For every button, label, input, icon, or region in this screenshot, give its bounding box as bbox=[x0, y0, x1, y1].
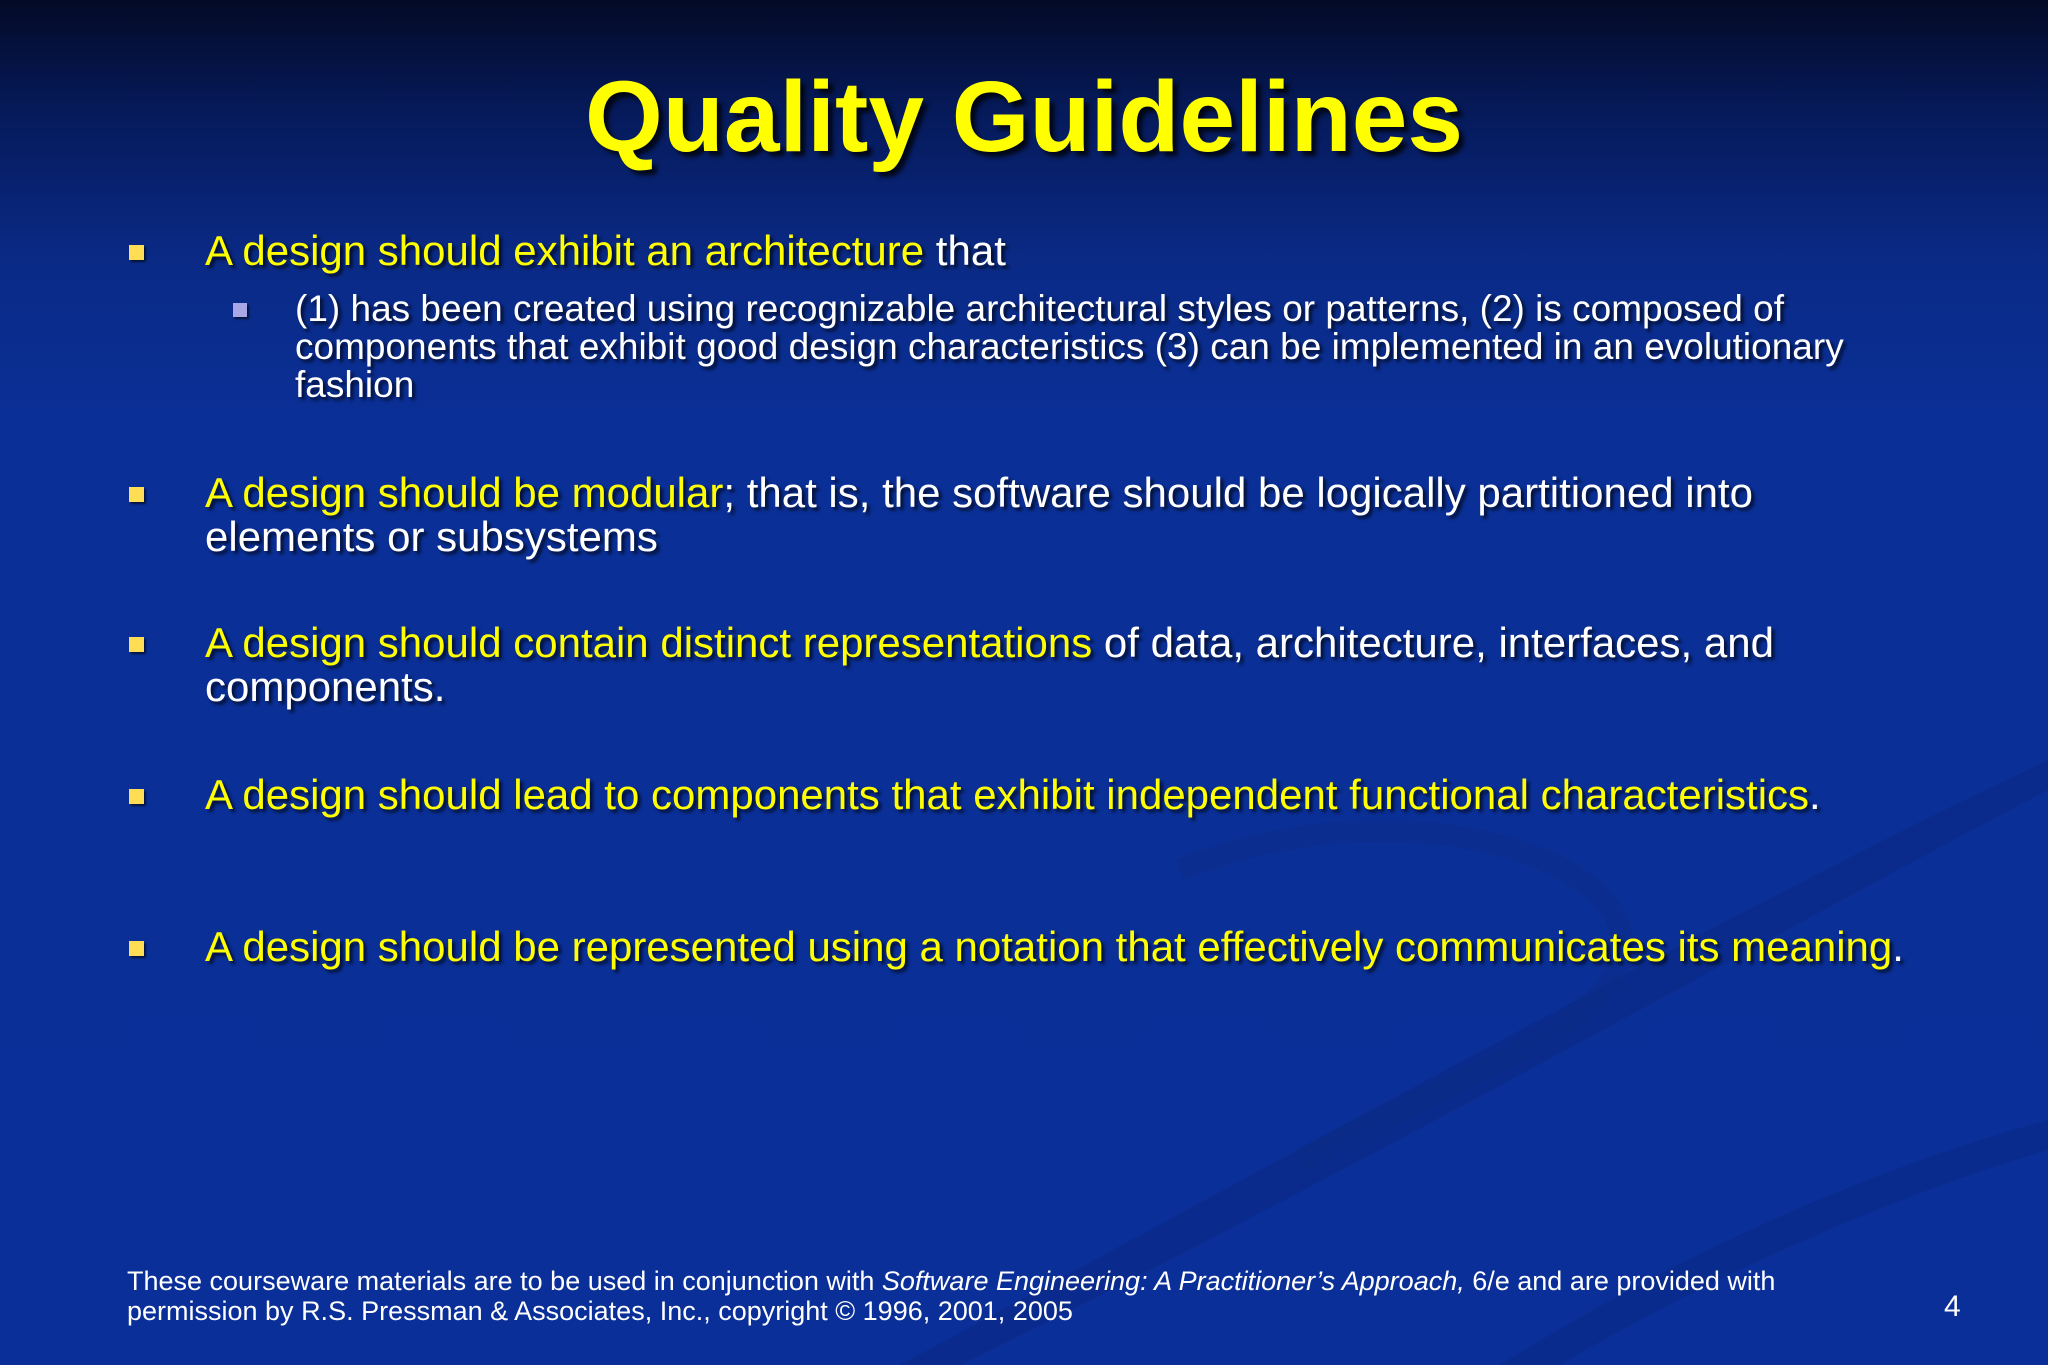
sub-bullet-text: (1) has been created using recognizable architectural styles or patterns, (2) is composed of components that exhibit good design characteristics (3) can be implemented in an evolutionary fashion bbox=[295, 288, 1844, 405]
page-number: 4 bbox=[1944, 1290, 1961, 1323]
bullet-marker-icon bbox=[129, 245, 144, 260]
bullet-text: of data, architecture, interfaces, and components. bbox=[205, 619, 1774, 710]
slide-title: Quality Guidelines bbox=[585, 61, 1463, 173]
bullet-highlight: A design should contain distinct representations bbox=[205, 619, 1093, 666]
copyright-footer bbox=[127, 1266, 1827, 1326]
bullet-highlight: A design should exhibit an architecture bbox=[205, 227, 925, 274]
bullet-highlight: A design should be represented using a notation that effectively communicates its meaning bbox=[205, 923, 1893, 970]
sub-bullet-architecture-details bbox=[295, 290, 1915, 404]
bullet-highlight: A design should lead to components that exhibit independent functional characteristics bbox=[205, 771, 1810, 818]
bullet-highlight: A design should be modular bbox=[205, 469, 724, 516]
bullet-modular bbox=[205, 471, 1925, 559]
bullet-marker-icon bbox=[129, 941, 144, 956]
bullet-components bbox=[205, 773, 1925, 817]
bullet-text: ; that is, the software should be logically partitioned into elements or subsystems bbox=[205, 469, 1753, 560]
bullet-representations bbox=[205, 621, 1925, 709]
bullet-text: . bbox=[1809, 771, 1821, 818]
bullet-text: that bbox=[924, 227, 1006, 274]
sub-bullet-marker-icon bbox=[233, 303, 247, 317]
bullet-marker-icon bbox=[129, 789, 144, 804]
footer-book-title: Software Engineering: A Practitioner’s Approach, bbox=[881, 1266, 1465, 1296]
footer-suffix: 6/e and are provided with permission by R.S. Pressman & Associates, Inc., copyright © 1996, 2001, 2005 bbox=[127, 1266, 1776, 1326]
bullet-marker-icon bbox=[129, 637, 144, 652]
bullet-notation bbox=[205, 925, 1925, 969]
bullet-architecture bbox=[205, 229, 1925, 273]
bullet-marker-icon bbox=[129, 487, 144, 502]
bullet-text: . bbox=[1892, 923, 1904, 970]
footer-prefix: These courseware materials are to be used in conjunction with bbox=[127, 1266, 882, 1296]
